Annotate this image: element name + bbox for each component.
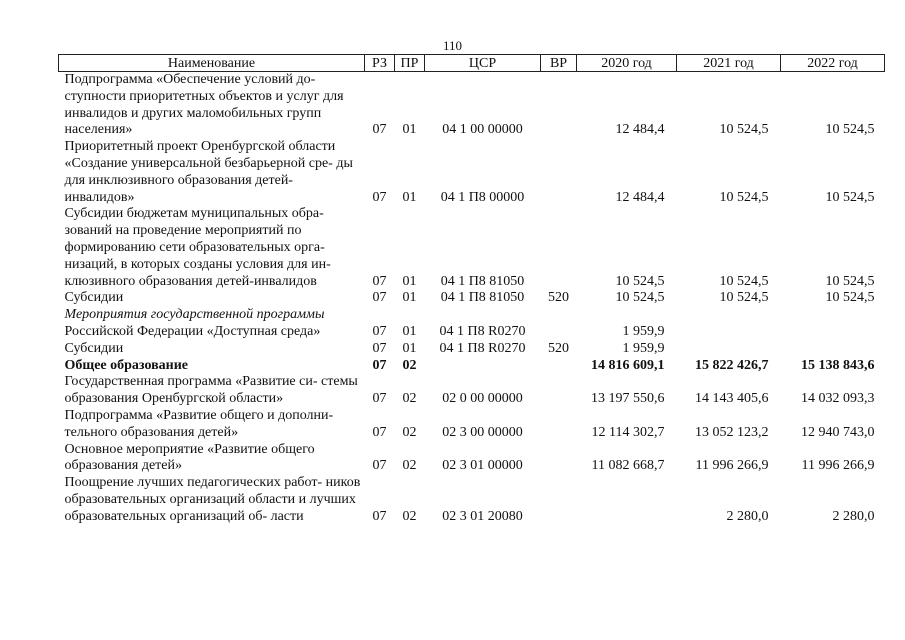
- table-row: [59, 206, 885, 290]
- header-rz: РЗ: [365, 55, 395, 72]
- budget-table: [58, 54, 885, 526]
- row-vr: 520: [548, 290, 569, 306]
- table-row: [59, 290, 885, 307]
- row-csr: 04 1 П8 00000: [440, 189, 525, 205]
- row-rz: 07: [372, 340, 387, 356]
- header-csr: ЦСР: [425, 55, 541, 72]
- row-name: Подпрограмма «Развитие общего и дополни- тельного образования детей»: [64, 407, 334, 440]
- row-2022: 14 032 093,3: [801, 391, 875, 407]
- row-2020: 1 959,9: [622, 340, 665, 356]
- row-pr: 02: [402, 458, 417, 474]
- row-2022: 10 524,5: [825, 273, 875, 289]
- table-row: [59, 475, 885, 525]
- row-vr: [541, 307, 577, 324]
- row-name: Мероприятия государственной программы: [64, 307, 325, 323]
- row-vr: [541, 206, 577, 290]
- row-2022: 2 280,0: [832, 508, 875, 524]
- row-name: Государственная программа «Развитие си- стемы образования Оренбургской области»: [64, 374, 358, 407]
- row-2021: [677, 341, 781, 358]
- row-name: Субсидии: [64, 290, 124, 306]
- row-csr: 04 1 П8 81050: [440, 290, 525, 306]
- row-pr: 01: [402, 189, 417, 205]
- row-csr: 02 3 00 00000: [442, 424, 523, 440]
- row-2022: [781, 324, 885, 341]
- row-2021: 10 524,5: [719, 189, 769, 205]
- header-2021: 2021 год: [677, 55, 781, 72]
- row-vr: [541, 475, 577, 525]
- row-csr: 02 3 01 00000: [442, 458, 523, 474]
- row-2021: [677, 307, 781, 324]
- table-row: [59, 307, 885, 324]
- row-rz: 07: [372, 391, 387, 407]
- row-vr: [541, 374, 577, 408]
- row-vr: [541, 358, 577, 375]
- row-vr: 520: [548, 340, 569, 356]
- row-2021: 10 524,5: [719, 290, 769, 306]
- row-pr: 01: [402, 290, 417, 306]
- row-2020: 10 524,5: [615, 290, 665, 306]
- header-2020: 2020 год: [577, 55, 677, 72]
- row-pr: 02: [402, 508, 417, 524]
- row-name: Субсидии бюджетам муниципальных обра- зований на проведение мероприятий по формированию сети образовательных орга- низаций, в которых созданы условия для ин- клюзивного образования детей-инвалидов: [64, 206, 331, 289]
- row-2020: 14 816 609,1: [591, 357, 665, 373]
- row-2020: 1 959,9: [622, 323, 665, 339]
- header-name: Наименование: [59, 55, 365, 72]
- row-name: Субсидии: [64, 340, 124, 356]
- row-name: Российской Федерации «Доступная среда»: [64, 323, 321, 339]
- row-2021: 10 524,5: [719, 273, 769, 289]
- row-2020: [577, 307, 677, 324]
- row-2020: 12 484,4: [615, 189, 665, 205]
- row-2022: 10 524,5: [825, 122, 875, 138]
- row-2022: 12 940 743,0: [801, 424, 875, 440]
- table-row: [59, 408, 885, 442]
- row-csr: 02 3 01 20080: [442, 508, 523, 524]
- row-2022: [781, 307, 885, 324]
- row-csr: [425, 307, 541, 324]
- row-2020: 12 484,4: [615, 122, 665, 138]
- row-rz: 07: [372, 122, 387, 138]
- row-pr: 01: [402, 323, 417, 339]
- row-2020: [577, 475, 677, 525]
- row-name: Подпрограмма «Обеспечение условий до- ступности приоритетных объектов и услуг для инвалидов и других маломобильных групп населения»: [64, 72, 344, 138]
- row-vr: [541, 324, 577, 341]
- row-name: Поощрение лучших педагогических работ- ников образовательных организаций области и лучших образовательных организаций об- ласти: [64, 475, 361, 524]
- row-pr: 01: [402, 340, 417, 356]
- row-rz: 07: [372, 508, 387, 524]
- row-2021: 13 052 123,2: [695, 424, 769, 440]
- row-pr: [395, 307, 425, 324]
- table-row: [59, 341, 885, 358]
- row-2021: 15 822 426,7: [695, 357, 769, 373]
- row-vr: [541, 72, 577, 140]
- row-2021: [677, 324, 781, 341]
- table-row: [59, 358, 885, 375]
- row-csr: 04 1 00 00000: [442, 122, 523, 138]
- row-name: Основное мероприятие «Развитие общего образования детей»: [64, 441, 315, 474]
- row-csr: 04 1 П8 R0270: [439, 323, 526, 339]
- row-2022: 15 138 843,6: [801, 357, 875, 373]
- row-rz: 07: [372, 290, 387, 306]
- row-2022: 10 524,5: [825, 189, 875, 205]
- row-rz: 07: [372, 458, 387, 474]
- table-row: [59, 324, 885, 341]
- row-vr: [541, 442, 577, 476]
- row-pr: 02: [402, 357, 417, 373]
- page-number: 110: [442, 38, 463, 53]
- row-vr: [541, 139, 577, 206]
- row-2021: 10 524,5: [719, 122, 769, 138]
- row-rz: 07: [372, 273, 387, 289]
- row-csr: 04 1 П8 81050: [440, 273, 525, 289]
- header-vr: ВР: [541, 55, 577, 72]
- row-2021: 14 143 405,6: [695, 391, 769, 407]
- row-pr: 02: [402, 424, 417, 440]
- row-rz: 07: [372, 424, 387, 440]
- row-name: Общее образование: [64, 357, 189, 373]
- row-rz: 07: [372, 357, 387, 373]
- row-rz: [365, 307, 395, 324]
- row-rz: 07: [372, 323, 387, 339]
- table-body: [59, 72, 885, 526]
- row-pr: 02: [402, 391, 417, 407]
- row-csr: [425, 358, 541, 375]
- table-row: [59, 139, 885, 206]
- row-2022: 10 524,5: [825, 290, 875, 306]
- header-2022: 2022 год: [781, 55, 885, 72]
- table-row: [59, 442, 885, 476]
- row-csr: 02 0 00 00000: [442, 391, 523, 407]
- row-2020: 13 197 550,6: [591, 391, 665, 407]
- row-2021: 11 996 266,9: [695, 458, 769, 474]
- header-pr: ПР: [395, 55, 425, 72]
- table-header: [59, 55, 885, 72]
- row-2020: 12 114 302,7: [591, 424, 665, 440]
- row-name: Приоритетный проект Оренбургской области «Создание универсальной безбарьерной сре- ды для инклюзивного образования детей- инвалидов»: [64, 139, 353, 205]
- row-csr: 04 1 П8 R0270: [439, 340, 526, 356]
- row-2020: 11 082 668,7: [591, 458, 665, 474]
- row-2022: 11 996 266,9: [801, 458, 875, 474]
- row-vr: [541, 408, 577, 442]
- row-pr: 01: [402, 122, 417, 138]
- table-row: [59, 374, 885, 408]
- row-2020: 10 524,5: [615, 273, 665, 289]
- row-2021: 2 280,0: [726, 508, 769, 524]
- table-row: [59, 72, 885, 140]
- row-rz: 07: [372, 189, 387, 205]
- row-2022: [781, 341, 885, 358]
- row-pr: 01: [402, 273, 417, 289]
